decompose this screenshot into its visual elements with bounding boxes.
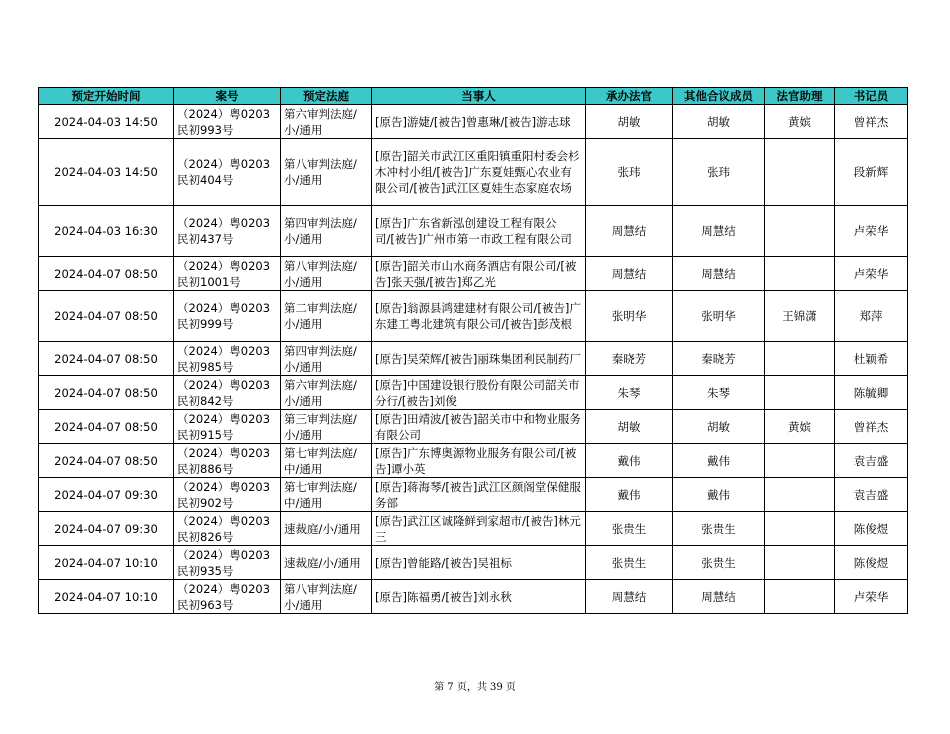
- case-number-cell: （2024）粤0203民初985号: [174, 342, 281, 376]
- judge-cell: 周慧结: [586, 206, 673, 257]
- header-start-time: 预定开始时间: [39, 88, 174, 105]
- judge-cell: 戴伟: [586, 444, 673, 478]
- table-row: [39, 105, 908, 139]
- clerk-cell: 袁吉盛: [835, 444, 908, 478]
- court-cell: 第八审判法庭/小/通用: [281, 580, 372, 614]
- case-number-cell: （2024）粤0203民初842号: [174, 376, 281, 410]
- judge-cell: 张玮: [586, 139, 673, 206]
- header-parties: 当事人: [372, 88, 586, 105]
- assistant-cell: [765, 444, 835, 478]
- panel-members-cell: 周慧结: [673, 580, 765, 614]
- header-row: [39, 88, 908, 105]
- parties-cell: [原告]陈福勇/[被告]刘永秋: [372, 580, 586, 614]
- assistant-cell: [765, 376, 835, 410]
- clerk-cell: 陈毓卿: [835, 376, 908, 410]
- clerk-cell: 陈俊煜: [835, 546, 908, 580]
- start-time-cell: 2024-04-07 09:30: [39, 512, 174, 546]
- panel-members-cell: 张贵生: [673, 512, 765, 546]
- assistant-cell: [765, 139, 835, 206]
- judge-cell: 朱琴: [586, 376, 673, 410]
- start-time-cell: 2024-04-03 14:50: [39, 139, 174, 206]
- header-assistant: 法官助理: [765, 88, 835, 105]
- court-cell: 第四审判法庭/小/通用: [281, 206, 372, 257]
- case-number-cell: （2024）粤0203民初437号: [174, 206, 281, 257]
- clerk-cell: 卢荣华: [835, 580, 908, 614]
- court-cell: 第七审判法庭/中/通用: [281, 478, 372, 512]
- judge-cell: 周慧结: [586, 257, 673, 291]
- case-number-cell: （2024）粤0203民初826号: [174, 512, 281, 546]
- case-number-cell: （2024）粤0203民初1001号: [174, 257, 281, 291]
- assistant-cell: [765, 478, 835, 512]
- judge-cell: 张明华: [586, 291, 673, 342]
- parties-cell: [原告]韶关市武江区重阳镇重阳村委会杉木冲村小组/[被告]广东夏娃甄心农业有限公司/[被告]武江区夏娃生态家庭农场: [372, 139, 586, 206]
- start-time-cell: 2024-04-03 14:50: [39, 105, 174, 139]
- start-time-cell: 2024-04-07 08:50: [39, 257, 174, 291]
- start-time-cell: 2024-04-07 10:10: [39, 580, 174, 614]
- start-time-cell: 2024-04-07 10:10: [39, 546, 174, 580]
- parties-cell: [原告]广东博奥源物业服务有限公司/[被告]谭小英: [372, 444, 586, 478]
- start-time-cell: 2024-04-07 09:30: [39, 478, 174, 512]
- panel-members-cell: 周慧结: [673, 206, 765, 257]
- clerk-cell: 段新辉: [835, 139, 908, 206]
- clerk-cell: 郑萍: [835, 291, 908, 342]
- table-row: [39, 478, 908, 512]
- parties-cell: [原告]曾能路/[被告]吴祖标: [372, 546, 586, 580]
- assistant-cell: [765, 580, 835, 614]
- start-time-cell: 2024-04-03 16:30: [39, 206, 174, 257]
- parties-cell: [原告]蒋海琴/[被告]武江区颜阁堂保健服务部: [372, 478, 586, 512]
- table-row: [39, 580, 908, 614]
- panel-members-cell: 胡敏: [673, 410, 765, 444]
- court-cell: 第六审判法庭/小/通用: [281, 376, 372, 410]
- assistant-cell: [765, 342, 835, 376]
- parties-cell: [原告]武江区诚隆鲜到家超市/[被告]林元三: [372, 512, 586, 546]
- assistant-cell: 黄嫔: [765, 105, 835, 139]
- court-cell: 速裁庭/小/通用: [281, 512, 372, 546]
- court-cell: 速裁庭/小/通用: [281, 546, 372, 580]
- header-judge: 承办法官: [586, 88, 673, 105]
- assistant-cell: 黄嫔: [765, 410, 835, 444]
- start-time-cell: 2024-04-07 08:50: [39, 376, 174, 410]
- table-row: [39, 512, 908, 546]
- case-number-cell: （2024）粤0203民初404号: [174, 139, 281, 206]
- case-number-cell: （2024）粤0203民初935号: [174, 546, 281, 580]
- assistant-cell: [765, 257, 835, 291]
- assistant-cell: [765, 546, 835, 580]
- header-court: 预定法庭: [281, 88, 372, 105]
- panel-members-cell: 胡敏: [673, 105, 765, 139]
- court-cell: 第二审判法庭/小/通用: [281, 291, 372, 342]
- judge-cell: 张贵生: [586, 512, 673, 546]
- court-cell: 第三审判法庭/小/通用: [281, 410, 372, 444]
- judge-cell: 胡敏: [586, 410, 673, 444]
- table-row: [39, 546, 908, 580]
- clerk-cell: 曾祥杰: [835, 410, 908, 444]
- start-time-cell: 2024-04-07 08:50: [39, 291, 174, 342]
- clerk-cell: 卢荣华: [835, 257, 908, 291]
- case-number-cell: （2024）粤0203民初963号: [174, 580, 281, 614]
- parties-cell: [原告]田靖波/[被告]韶关市中和物业服务有限公司: [372, 410, 586, 444]
- panel-members-cell: 张玮: [673, 139, 765, 206]
- start-time-cell: 2024-04-07 08:50: [39, 444, 174, 478]
- table-row: [39, 410, 908, 444]
- assistant-cell: [765, 206, 835, 257]
- judge-cell: 胡敏: [586, 105, 673, 139]
- start-time-cell: 2024-04-07 08:50: [39, 342, 174, 376]
- judge-cell: 张贵生: [586, 546, 673, 580]
- parties-cell: [原告]吴荣辉/[被告]丽珠集团利民制药厂: [372, 342, 586, 376]
- assistant-cell: [765, 512, 835, 546]
- case-number-cell: （2024）粤0203民初999号: [174, 291, 281, 342]
- clerk-cell: 曾祥杰: [835, 105, 908, 139]
- clerk-cell: 陈俊煜: [835, 512, 908, 546]
- judge-cell: 秦晓芳: [586, 342, 673, 376]
- court-cell: 第六审判法庭/小/通用: [281, 105, 372, 139]
- parties-cell: [原告]广东省新泓创建设工程有限公司/[被告]广州市第一市政工程有限公司: [372, 206, 586, 257]
- panel-members-cell: 戴伟: [673, 478, 765, 512]
- case-number-cell: （2024）粤0203民初915号: [174, 410, 281, 444]
- header-case-number: 案号: [174, 88, 281, 105]
- parties-cell: [原告]中国建设银行股份有限公司韶关市分行/[被告]刘俊: [372, 376, 586, 410]
- page-footer: 第 7 页，共 39 页: [434, 682, 516, 693]
- parties-cell: [原告]翁源县鸿建建材有限公司/[被告]广东建工粤北建筑有限公司/[被告]彭茂根: [372, 291, 586, 342]
- schedule-table: [38, 87, 908, 614]
- table-row: [39, 376, 908, 410]
- header-clerk: 书记员: [835, 88, 908, 105]
- court-cell: 第四审判法庭/小/通用: [281, 342, 372, 376]
- case-number-cell: （2024）粤0203民初902号: [174, 478, 281, 512]
- case-number-cell: （2024）粤0203民初886号: [174, 444, 281, 478]
- panel-members-cell: 秦晓芳: [673, 342, 765, 376]
- table-row: [39, 139, 908, 206]
- panel-members-cell: 张贵生: [673, 546, 765, 580]
- header-panel-members: 其他合议成员: [673, 88, 765, 105]
- judge-cell: 周慧结: [586, 580, 673, 614]
- table-row: [39, 342, 908, 376]
- judge-cell: 戴伟: [586, 478, 673, 512]
- clerk-cell: 卢荣华: [835, 206, 908, 257]
- court-cell: 第八审判法庭/小/通用: [281, 139, 372, 206]
- panel-members-cell: 周慧结: [673, 257, 765, 291]
- assistant-cell: 王锦潇: [765, 291, 835, 342]
- parties-cell: [原告]游婕/[被告]曾惠琳/[被告]游志球: [372, 105, 586, 139]
- table-row: [39, 257, 908, 291]
- panel-members-cell: 朱琴: [673, 376, 765, 410]
- court-cell: 第八审判法庭/小/通用: [281, 257, 372, 291]
- clerk-cell: 袁吉盛: [835, 478, 908, 512]
- case-number-cell: （2024）粤0203民初993号: [174, 105, 281, 139]
- court-cell: 第七审判法庭/中/通用: [281, 444, 372, 478]
- start-time-cell: 2024-04-07 08:50: [39, 410, 174, 444]
- panel-members-cell: 戴伟: [673, 444, 765, 478]
- clerk-cell: 杜颖希: [835, 342, 908, 376]
- table-row: [39, 206, 908, 257]
- parties-cell: [原告]韶关市山水商务酒店有限公司/[被告]张天强/[被告]郑乙光: [372, 257, 586, 291]
- panel-members-cell: 张明华: [673, 291, 765, 342]
- table-row: [39, 444, 908, 478]
- table-row: [39, 291, 908, 342]
